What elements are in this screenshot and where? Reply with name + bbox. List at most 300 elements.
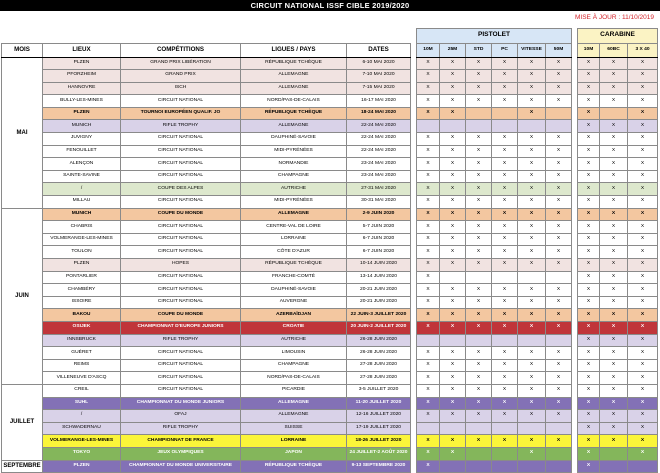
cell-carabine-mark: X (628, 296, 658, 309)
cell-ligue: LORRAINE (241, 435, 347, 448)
cell-pistolet-mark: X (518, 347, 546, 360)
cell-pistolet-mark: X (546, 435, 572, 448)
cell-pistolet-mark: X (417, 196, 440, 209)
cell-lieu: VOLMERANGE-LES-MINES (43, 435, 121, 448)
cell-competition: COUPE DU MONDE (121, 309, 241, 322)
cell-dates: 23-24 MAI 2020 (347, 170, 411, 183)
cell-carabine-mark: X (628, 120, 658, 133)
cell-pistolet-mark: X (417, 233, 440, 246)
cell-carabine-mark: X (628, 183, 658, 196)
cell-pistolet-mark: X (417, 133, 440, 146)
cell-carabine-mark: X (600, 422, 628, 435)
cell-competition: RIFLE TROPHY (121, 422, 241, 435)
cell-lieu: VOLMERANGE-LES-MINES (43, 233, 121, 246)
cell-pistolet-mark: X (466, 435, 492, 448)
cell-lieu: HANNOVRE (43, 82, 121, 95)
cell-lieu: PFORZHEIM (43, 70, 121, 83)
cell-carabine-mark: X (600, 435, 628, 448)
cell-carabine-mark: X (600, 334, 628, 347)
table-row (2, 107, 658, 120)
cell-pistolet-mark: X (417, 372, 440, 385)
table-row (2, 422, 658, 435)
cell-competition: CIRCUIT NATIONAL (121, 347, 241, 360)
cell-ligue: ALLEMAGNE (241, 410, 347, 423)
cell-pistolet-mark: X (417, 107, 440, 120)
cell-carabine-mark: X (600, 221, 628, 234)
cell-carabine-mark: X (600, 397, 628, 410)
cell-pistolet-mark (440, 334, 466, 347)
cell-competition: CHAMPIONNAT DU MONDE JUNIORS (121, 397, 241, 410)
cell-pistolet-mark: X (440, 384, 466, 397)
cell-ligue: CROATIE (241, 321, 347, 334)
cell-pistolet-mark: X (518, 95, 546, 108)
cell-pistolet-mark: X (518, 158, 546, 171)
cell-carabine-mark: X (578, 347, 600, 360)
cell-pistolet-mark: X (492, 221, 518, 234)
cell-pistolet-mark: X (546, 82, 572, 95)
cell-carabine-mark: X (628, 170, 658, 183)
cell-competition: CHAMPIONNAT D'EUROPE JUNIORS (121, 321, 241, 334)
cell-pistolet-mark: X (417, 347, 440, 360)
cell-pistolet-mark: X (546, 296, 572, 309)
cell-dates: 11-20 JUILLET 2020 (347, 397, 411, 410)
cell-ligue: MIDI-PYRÉNÉES (241, 196, 347, 209)
cell-pistolet-mark: X (466, 284, 492, 297)
cell-pistolet-mark: X (546, 170, 572, 183)
cell-dates: 12-16 JUILLET 2020 (347, 410, 411, 423)
cell-pistolet-mark: X (417, 309, 440, 322)
cell-carabine-mark: X (600, 82, 628, 95)
cell-pistolet-mark: X (518, 397, 546, 410)
table-row (2, 57, 658, 70)
table-row (2, 233, 658, 246)
cell-lieu: OSIJEK (43, 321, 121, 334)
cell-pistolet-mark: X (518, 410, 546, 423)
cell-carabine-mark: X (578, 397, 600, 410)
cell-competition: ISCH (121, 82, 241, 95)
pistolet-group-header: PISTOLET (417, 29, 572, 44)
cell-pistolet-mark: X (440, 309, 466, 322)
cell-pistolet-mark (466, 120, 492, 133)
cell-dates: 22-24 MAI 2020 (347, 120, 411, 133)
cell-lieu: CHAMBÉRY (43, 284, 121, 297)
cell-competition: CIRCUIT NATIONAL (121, 372, 241, 385)
cell-dates: 5-7 JUIN 2020 (347, 221, 411, 234)
cell-carabine-mark: X (600, 296, 628, 309)
cell-competition: CIRCUIT NATIONAL (121, 133, 241, 146)
table-row (2, 95, 658, 108)
table-row (2, 208, 658, 221)
cell-carabine-mark: X (600, 372, 628, 385)
cell-pistolet-mark: X (466, 397, 492, 410)
cell-pistolet-mark: X (440, 397, 466, 410)
cell-carabine-mark: X (578, 133, 600, 146)
cell-ligue: DAUPHINÉ-SAVOIE (241, 284, 347, 297)
cell-competition: CIRCUIT NATIONAL (121, 145, 241, 158)
cell-pistolet-mark: X (417, 158, 440, 171)
cell-pistolet-mark: X (440, 133, 466, 146)
cell-ligue: AUTRICHE (241, 183, 347, 196)
cell-dates: 10-14 JUIN 2020 (347, 259, 411, 272)
header-carabine-10m: 10M (578, 43, 600, 57)
cell-ligue: RÉPUBLIQUE TCHÈQUE (241, 57, 347, 70)
cell-pistolet-mark (518, 334, 546, 347)
cell-ligue: MIDI-PYRÉNÉES (241, 145, 347, 158)
cell-carabine-mark: X (628, 397, 658, 410)
cell-pistolet-mark: X (440, 233, 466, 246)
cell-pistolet-mark (492, 447, 518, 460)
cell-pistolet-mark: X (492, 410, 518, 423)
cell-competition: JEUX OLYMPIQUES (121, 447, 241, 460)
cell-pistolet-mark: X (518, 183, 546, 196)
cell-pistolet-mark: X (546, 309, 572, 322)
cell-carabine-mark: X (628, 410, 658, 423)
cell-pistolet-mark: X (518, 133, 546, 146)
cell-pistolet-mark: X (417, 410, 440, 423)
cell-pistolet-mark: X (466, 70, 492, 83)
cell-pistolet-mark: X (440, 359, 466, 372)
cell-carabine-mark: X (578, 372, 600, 385)
cell-pistolet-mark: X (417, 435, 440, 448)
cell-dates: 22-24 MAI 2020 (347, 145, 411, 158)
table-row (2, 447, 658, 460)
table-row (2, 271, 658, 284)
cell-pistolet-mark: X (518, 145, 546, 158)
cell-pistolet-mark: X (466, 259, 492, 272)
cell-lieu: / (43, 410, 121, 423)
cell-carabine-mark: X (600, 309, 628, 322)
cell-dates: 26-28 JUIN 2020 (347, 334, 411, 347)
cell-carabine-mark: X (578, 296, 600, 309)
cell-pistolet-mark: X (492, 397, 518, 410)
cell-carabine-mark: X (600, 70, 628, 83)
cell-carabine-mark: X (628, 95, 658, 108)
cell-lieu: CHABRIS (43, 221, 121, 234)
cell-ligue: FRANCHE-COMTÉ (241, 271, 347, 284)
cell-pistolet-mark: X (518, 435, 546, 448)
cell-pistolet-mark: X (518, 284, 546, 297)
cell-competition: CIRCUIT NATIONAL (121, 384, 241, 397)
cell-pistolet-mark: X (492, 246, 518, 259)
cell-pistolet-mark: X (518, 221, 546, 234)
table-row (2, 70, 658, 83)
cell-competition: GRAND PRIX (121, 70, 241, 83)
cell-carabine-mark: X (628, 208, 658, 221)
table-row (2, 284, 658, 297)
cell-competition: RIFLE TROPHY (121, 120, 241, 133)
cell-competition: CIRCUIT NATIONAL (121, 233, 241, 246)
cell-lieu: JUVIGNY (43, 133, 121, 146)
cell-pistolet-mark (546, 107, 572, 120)
cell-pistolet-mark: X (492, 208, 518, 221)
cell-carabine-mark: X (628, 384, 658, 397)
cell-pistolet-mark: X (466, 309, 492, 322)
cell-pistolet-mark: X (546, 70, 572, 83)
cell-pistolet-mark: X (417, 447, 440, 460)
cell-carabine-mark: X (578, 208, 600, 221)
cell-competition: COUPE DU MONDE (121, 208, 241, 221)
cell-carabine-mark: X (600, 183, 628, 196)
cell-lieu: FENOUILLET (43, 145, 121, 158)
cell-carabine-mark: X (628, 145, 658, 158)
cell-pistolet-mark (518, 422, 546, 435)
cell-carabine-mark (600, 107, 628, 120)
cell-pistolet-mark (518, 120, 546, 133)
cell-pistolet-mark: X (466, 133, 492, 146)
cell-carabine-mark: X (600, 120, 628, 133)
cell-pistolet-mark: X (546, 347, 572, 360)
cell-pistolet-mark: X (466, 384, 492, 397)
cell-lieu: SAINTE-SAVINE (43, 170, 121, 183)
cell-pistolet-mark: X (518, 246, 546, 259)
cell-lieu: INNSBRUCK (43, 334, 121, 347)
cell-pistolet-mark: X (466, 208, 492, 221)
cell-carabine-mark: X (578, 158, 600, 171)
cell-pistolet-mark (440, 120, 466, 133)
cell-competition: CIRCUIT NATIONAL (121, 170, 241, 183)
cell-dates: 6-10 MAI 2020 (347, 57, 411, 70)
cell-ligue: ALLEMAGNE (241, 82, 347, 95)
cell-pistolet-mark: X (492, 296, 518, 309)
cell-pistolet-mark: X (466, 183, 492, 196)
cell-dates: 27-31 MAI 2020 (347, 183, 411, 196)
cell-pistolet-mark: X (518, 57, 546, 70)
cell-pistolet-mark: X (546, 158, 572, 171)
cell-carabine-mark: X (578, 284, 600, 297)
cell-pistolet-mark: X (492, 233, 518, 246)
cell-carabine-mark: X (578, 259, 600, 272)
cell-competition: CIRCUIT NATIONAL (121, 196, 241, 209)
cell-pistolet-mark: X (492, 95, 518, 108)
cell-dates: 20-21 JUIN 2020 (347, 296, 411, 309)
cell-pistolet-mark: X (546, 196, 572, 209)
cell-ligue: ALLEMAGNE (241, 397, 347, 410)
cell-carabine-mark: X (578, 246, 600, 259)
cell-pistolet-mark: X (440, 284, 466, 297)
cell-pistolet-mark: X (440, 259, 466, 272)
cell-pistolet-mark (466, 422, 492, 435)
cell-carabine-mark: X (600, 284, 628, 297)
cell-competition: CIRCUIT NATIONAL (121, 271, 241, 284)
cell-pistolet-mark: X (417, 296, 440, 309)
cell-pistolet-mark: X (417, 145, 440, 158)
cell-pistolet-mark: X (417, 82, 440, 95)
cell-carabine-mark: X (578, 410, 600, 423)
cell-pistolet-mark: X (466, 82, 492, 95)
cell-carabine-mark: X (600, 158, 628, 171)
cell-pistolet-mark: X (440, 57, 466, 70)
cell-lieu: ALENÇON (43, 158, 121, 171)
cell-ligue: PICARDIE (241, 384, 347, 397)
cell-competition: CIRCUIT NATIONAL (121, 221, 241, 234)
month-juin: JUIN (2, 208, 43, 384)
cell-pistolet-mark: X (417, 321, 440, 334)
table-row (2, 321, 658, 334)
cell-pistolet-mark: X (466, 372, 492, 385)
table-row (2, 158, 658, 171)
cell-lieu: PLZEN (43, 107, 121, 120)
cell-pistolet-mark: X (417, 57, 440, 70)
cell-carabine-mark: X (600, 57, 628, 70)
cell-ligue: AUTRICHE (241, 334, 347, 347)
cell-pistolet-mark (492, 107, 518, 120)
cell-competition: CIRCUIT NATIONAL (121, 158, 241, 171)
header-pistolet-50m: 50M (546, 43, 572, 57)
cell-pistolet-mark: X (546, 384, 572, 397)
header-mois: MOIS (2, 43, 43, 57)
cell-pistolet-mark: X (417, 384, 440, 397)
table-row (2, 384, 658, 397)
cell-pistolet-mark: X (518, 309, 546, 322)
header-competitions: COMPÉTITIONS (121, 43, 241, 57)
header-dates: DATES (347, 43, 411, 57)
cell-pistolet-mark: X (440, 347, 466, 360)
cell-pistolet-mark: X (492, 359, 518, 372)
carabine-group-header: CARABINE (578, 29, 658, 44)
cell-carabine-mark: X (628, 284, 658, 297)
cell-pistolet-mark (466, 107, 492, 120)
cell-competition: COUPE DES ALPES (121, 183, 241, 196)
cell-pistolet-mark: X (518, 208, 546, 221)
cell-ligue: JAPON (241, 447, 347, 460)
cell-carabine-mark: X (600, 321, 628, 334)
month-mai: MAI (2, 57, 43, 208)
cell-carabine-mark: X (628, 435, 658, 448)
cell-pistolet-mark: X (492, 347, 518, 360)
cell-ligue: RÉPUBLIQUE TCHÈQUE (241, 460, 347, 473)
cell-pistolet-mark: X (492, 158, 518, 171)
cell-pistolet-mark (466, 334, 492, 347)
cell-dates: 22 JUIN-3 JUILLET 2020 (347, 309, 411, 322)
cell-carabine-mark: X (628, 447, 658, 460)
cell-carabine-mark: X (628, 359, 658, 372)
table-row (2, 372, 658, 385)
cell-carabine-mark: X (600, 233, 628, 246)
cell-lieu: MILLAU (43, 196, 121, 209)
cell-ligue: AUVERGNE (241, 296, 347, 309)
cell-competition: CIRCUIT NATIONAL (121, 246, 241, 259)
cell-pistolet-mark: X (440, 183, 466, 196)
cell-carabine-mark: X (578, 95, 600, 108)
cell-pistolet-mark: X (417, 359, 440, 372)
cell-pistolet-mark: X (492, 259, 518, 272)
schedule-body (2, 57, 658, 473)
cell-dates: 22-24 MAI 2020 (347, 133, 411, 146)
cell-pistolet-mark: X (440, 208, 466, 221)
update-date: MISE À JOUR : 11/10/2019 (575, 14, 654, 21)
header-ligues: LIGUES / PAYS (241, 43, 347, 57)
table-row (2, 221, 658, 234)
cell-pistolet-mark (518, 271, 546, 284)
cell-lieu: MUNICH (43, 120, 121, 133)
cell-pistolet-mark: X (546, 183, 572, 196)
cell-carabine-mark: X (578, 145, 600, 158)
table-row (2, 309, 658, 322)
cell-pistolet-mark: X (440, 447, 466, 460)
cell-carabine-mark: X (578, 359, 600, 372)
cell-dates: 18-24 MAI 2020 (347, 107, 411, 120)
cell-pistolet-mark: X (492, 372, 518, 385)
cell-pistolet-mark: X (518, 296, 546, 309)
cell-pistolet-mark: X (417, 170, 440, 183)
cell-pistolet-mark: X (492, 133, 518, 146)
cell-dates: 3-5 JUILLET 2020 (347, 384, 411, 397)
cell-carabine-mark: X (600, 170, 628, 183)
cell-carabine-mark: X (600, 246, 628, 259)
cell-carabine-mark: X (578, 183, 600, 196)
cell-pistolet-mark: X (518, 196, 546, 209)
header-pistolet-std: STD (466, 43, 492, 57)
cell-dates: 13-14 JUIN 2020 (347, 271, 411, 284)
cell-dates: 23-24 MAI 2020 (347, 158, 411, 171)
cell-pistolet-mark: X (440, 107, 466, 120)
cell-carabine-mark: X (578, 384, 600, 397)
cell-pistolet-mark (440, 271, 466, 284)
month-juillet: JUILLET (2, 384, 43, 460)
header-carabine-60bc: 60BC (600, 43, 628, 57)
cell-pistolet-mark: X (440, 296, 466, 309)
cell-pistolet-mark (492, 334, 518, 347)
cell-dates: 24 JUILLET-2 AOÛT 2020 (347, 447, 411, 460)
cell-carabine-mark: X (628, 347, 658, 360)
cell-pistolet-mark (546, 334, 572, 347)
cell-pistolet-mark: X (546, 284, 572, 297)
cell-competition: CIRCUIT NATIONAL (121, 359, 241, 372)
cell-pistolet-mark: X (546, 145, 572, 158)
table-row (2, 347, 658, 360)
cell-pistolet-mark: X (546, 133, 572, 146)
header-lieux: LIEUX (43, 43, 121, 57)
cell-pistolet-mark: X (440, 372, 466, 385)
cell-ligue: NORD/PAS-DE-CALAIS (241, 372, 347, 385)
cell-ligue: CHAMPAGNE (241, 170, 347, 183)
cell-pistolet-mark: X (518, 82, 546, 95)
cell-carabine-mark: X (600, 196, 628, 209)
cell-ligue: ALLEMAGNE (241, 70, 347, 83)
cell-dates: 18-26 JUILLET 2020 (347, 435, 411, 448)
cell-carabine-mark: X (578, 309, 600, 322)
cell-carabine-mark: X (628, 70, 658, 83)
table-row (2, 183, 658, 196)
cell-pistolet-mark: X (417, 397, 440, 410)
table-row (2, 120, 658, 133)
cell-carabine-mark (600, 447, 628, 460)
cell-lieu: REIMS (43, 359, 121, 372)
cell-dates: 9-13 SEPTEMBRE 2020 (347, 460, 411, 473)
cell-pistolet-mark: X (546, 246, 572, 259)
cell-dates: 6-7 JUIN 2020 (347, 233, 411, 246)
cell-lieu: PLZEN (43, 460, 121, 473)
header-pistolet-pc: PC (492, 43, 518, 57)
cell-carabine-mark: X (628, 246, 658, 259)
cell-carabine-mark: X (628, 57, 658, 70)
cell-pistolet-mark: X (518, 372, 546, 385)
cell-pistolet-mark: X (546, 410, 572, 423)
cell-carabine-mark: X (578, 196, 600, 209)
cell-pistolet-mark: X (466, 196, 492, 209)
cell-lieu: SCHWADERNAU (43, 422, 121, 435)
cell-pistolet-mark: X (546, 397, 572, 410)
cell-lieu: PLZEN (43, 57, 121, 70)
cell-pistolet-mark: X (492, 70, 518, 83)
cell-competition: RIFLE TROPHY (121, 334, 241, 347)
cell-pistolet-mark (546, 271, 572, 284)
cell-competition: TOURNOI EUROPÉEN QUALIF. JO (121, 107, 241, 120)
cell-carabine-mark: X (600, 208, 628, 221)
cell-carabine-mark: X (628, 259, 658, 272)
cell-pistolet-mark: X (492, 145, 518, 158)
cell-pistolet-mark (546, 120, 572, 133)
